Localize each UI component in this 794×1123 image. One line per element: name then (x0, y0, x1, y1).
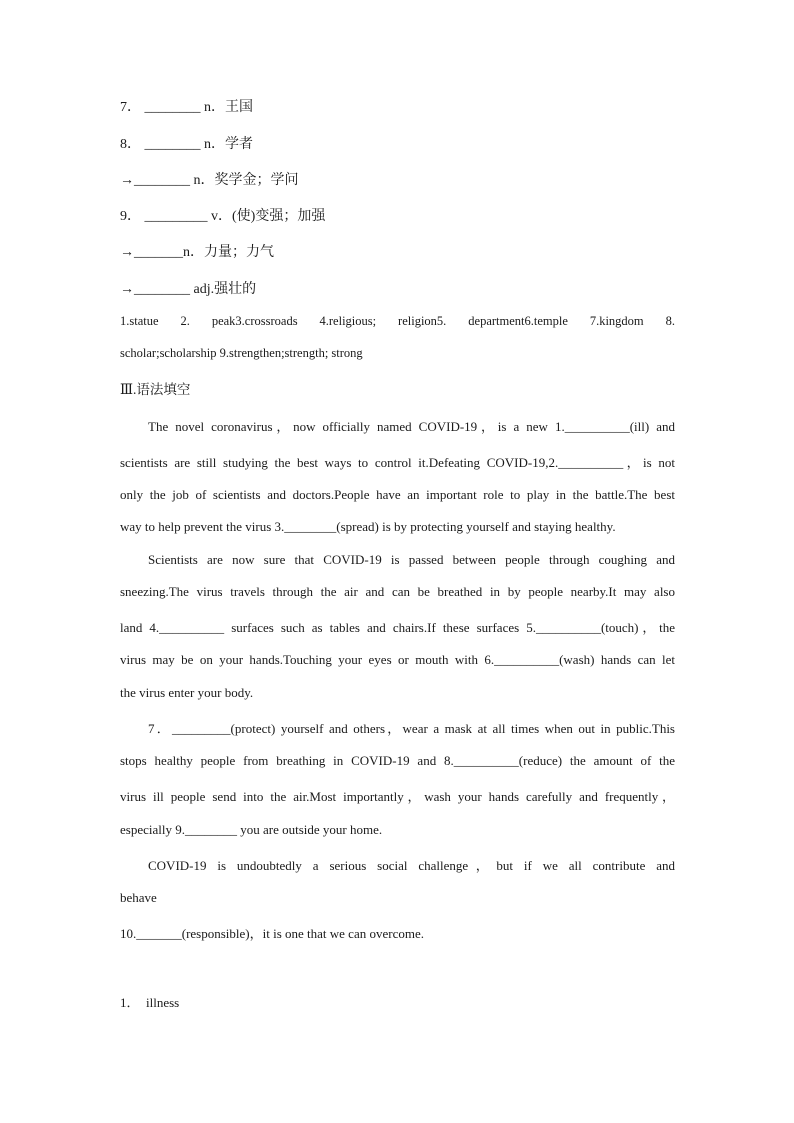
passage-line: only the job of scientists and doctors.People have an important role to play in the battle.The best (120, 487, 675, 502)
vocab-item-8-derived: →________ n．奖学金；学问 (120, 173, 299, 188)
passage-line: land 4.__________ surfaces such as tables and chairs.If these surfaces 5.__________(touch)，the (120, 620, 675, 635)
passage-line: virus may be on your hands.Touching your eyes or mouth with 6.__________(wash) hands can let (120, 652, 675, 667)
passage-line: way to help prevent the virus 3.________(spread) is by protecting yourself and staying healthy. (120, 519, 616, 534)
vocab-item-9-noun: →_______n．力量；力气 (120, 245, 274, 260)
passage-line: sneezing.The virus travels through the air and can be breathed in by people nearby.It may also (120, 584, 675, 599)
passage-line: Scientists are now sure that COVID-19 is passed between people through coughing and (148, 552, 675, 567)
passage-line: stops healthy people from breathing in COVID-19 and 8.__________(reduce) the amount of the (120, 753, 675, 768)
vocab-item-8: 8． ________ n．学者 (120, 137, 253, 152)
answer-key: 1． illness (120, 995, 180, 1010)
answer-line-2: scholar;scholarship 9.strengthen;strength; strong (120, 346, 363, 360)
answer-line-1: 1.statue 2. peak3.crossroads 4.religious; religion5. department6.temple 7.kingdom 8. (120, 314, 675, 328)
passage-line: 7．_________(protect) yourself and others，wear a mask at all times when out in public.This (148, 721, 675, 736)
section-title: Ⅲ.语法填空 (120, 382, 191, 397)
passage-line: COVID-19 is undoubtedly a serious social challenge，but if we all contribute and (148, 858, 675, 873)
passage-line: virus ill people send into the air.Most importantly，wash your hands carefully and frequently， (120, 789, 675, 804)
vocab-item-7: 7． ________ n．王国 (120, 100, 253, 115)
passage-line: behave (120, 890, 157, 905)
vocab-item-9-adj: →________ adj.强壮的 (120, 282, 257, 297)
passage-line: The novel coronavirus，now officially named COVID-19，is a new 1.__________(ill) and (148, 419, 675, 434)
passage-line: 10._______(responsible)，it is one that we can overcome. (120, 926, 424, 941)
passage-line: the virus enter your body. (120, 685, 254, 700)
vocab-item-9: 9． _________ v．(使)变强；加强 (120, 209, 326, 224)
passage-line: especially 9.________ you are outside your home. (120, 822, 383, 837)
passage-line: scientists are still studying the best ways to control it.Defeating COVID-19,2.__________，is not (120, 455, 675, 470)
